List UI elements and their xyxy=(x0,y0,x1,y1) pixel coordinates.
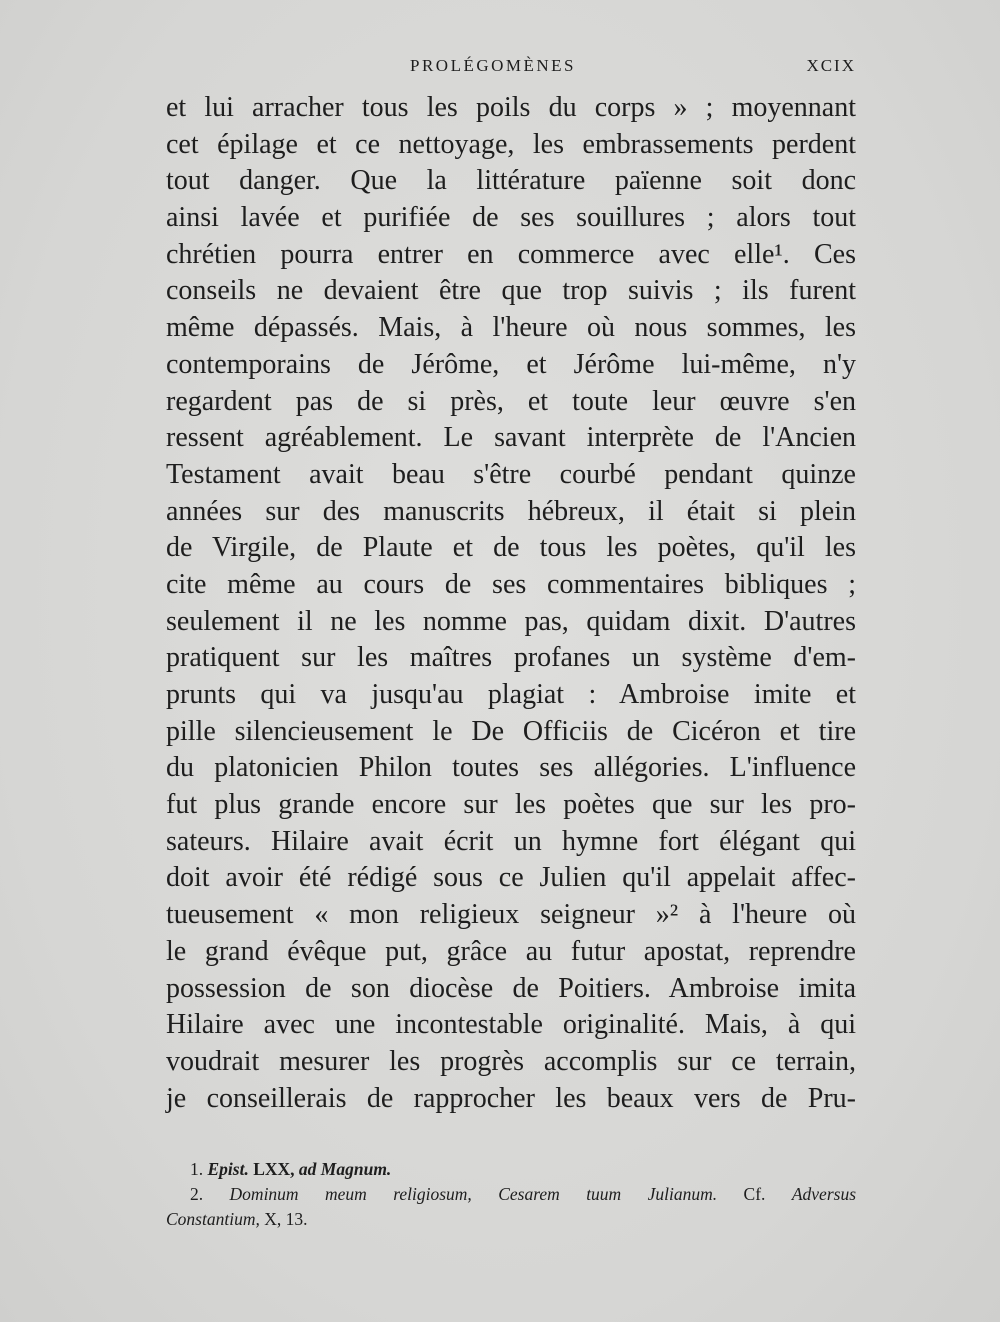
footnote-text: ad Magnum. xyxy=(298,1159,392,1179)
body-text xyxy=(166,90,856,1117)
text-line: regardent pas de si près, et toute leur œuvre s'en xyxy=(166,385,856,417)
text-line: pratiquent sur les maîtres profanes un système d'em- xyxy=(166,642,856,674)
footnote-text: X, 13. xyxy=(259,1209,308,1229)
text-line: du platonicien Philon toutes ses allégories. L'influence xyxy=(166,752,856,784)
footnote-text: Dominum meum religiosum, Cesarem tuum Julianum. xyxy=(229,1184,718,1204)
text-line: le grand évêque put, grâce au futur apostat, reprendre xyxy=(166,935,856,967)
text-line: contemporains de Jérôme, et Jérôme lui-même, n'y xyxy=(166,348,856,380)
text-line: cite même au cours de ses commentaires bibliques ; xyxy=(166,568,856,600)
running-title: PROLÉGOMÈNES xyxy=(410,56,577,75)
footnote-number: 1. xyxy=(190,1159,204,1179)
text-line: chrétien pourra entrer en commerce avec elle¹. Ces xyxy=(166,238,856,270)
footnote-text: Epist. xyxy=(207,1159,249,1179)
text-line: et lui arracher tous les poils du corps » ; moyennant xyxy=(166,92,856,123)
page-number: XCIX xyxy=(806,56,856,75)
text-line: ainsi lavée et purifiée de ses souillures ; alors tout xyxy=(166,202,856,234)
text-line: pille silencieusement le De Officiis de Cicéron et tire xyxy=(166,715,856,747)
text-line: prunts qui va jusqu'au plagiat : Ambroise imite et xyxy=(166,679,856,710)
footnote-2 xyxy=(166,1182,856,1207)
text-line: doit avoir été rédigé sous ce Julien qu'il appelait affec- xyxy=(166,862,856,894)
footnote-text: Cf. xyxy=(717,1184,792,1204)
text-line: je conseillerais de rapprocher les beaux vers de Pru- xyxy=(166,1082,856,1114)
text-line: sateurs. Hilaire avait écrit un hymne fort élégant qui xyxy=(166,825,856,857)
running-head xyxy=(166,56,856,80)
footnotes xyxy=(166,1157,856,1232)
footnote-text: LXX, xyxy=(248,1159,299,1179)
footnote-number: 2. xyxy=(190,1184,204,1204)
text-line: fut plus grande encore sur les poètes que sur les pro- xyxy=(166,789,856,821)
footnote-text: Adversus xyxy=(791,1184,856,1204)
text-line: même dépassés. Mais, à l'heure où nous sommes, les xyxy=(166,312,856,344)
text-line: Hilaire avec une incontestable originalité. Mais, à qui xyxy=(166,1009,856,1041)
text-line: possession de son diocèse de Poitiers. Ambroise imita xyxy=(166,972,856,1004)
text-line: seulement il ne les nomme pas, quidam dixit. D'autres xyxy=(166,605,856,637)
text-line: années sur des manuscrits hébreux, il était si plein xyxy=(166,495,856,527)
text-line: ressent agréablement. Le savant interprète de l'Ancien xyxy=(166,422,856,454)
footnote-2-continuation xyxy=(166,1207,856,1232)
text-line: Testament avait beau s'être courbé pendant quinze xyxy=(166,458,856,490)
text-line: cet épilage et ce nettoyage, les embrassements perdent xyxy=(166,128,856,160)
text-line: de Virgile, de Plaute et de tous les poètes, qu'il les xyxy=(166,532,856,564)
text-line: voudrait mesurer les progrès accomplis sur ce terrain, xyxy=(166,1045,856,1077)
text-line: tueusement « mon religieux seigneur »² à l'heure où xyxy=(166,899,856,931)
footnote-text: Constantium, xyxy=(166,1209,260,1229)
text-line: tout danger. Que la littérature païenne soit donc xyxy=(166,165,856,197)
text-line: conseils ne devaient être que trop suivis ; ils furent xyxy=(166,275,856,307)
footnote-1 xyxy=(166,1157,856,1182)
